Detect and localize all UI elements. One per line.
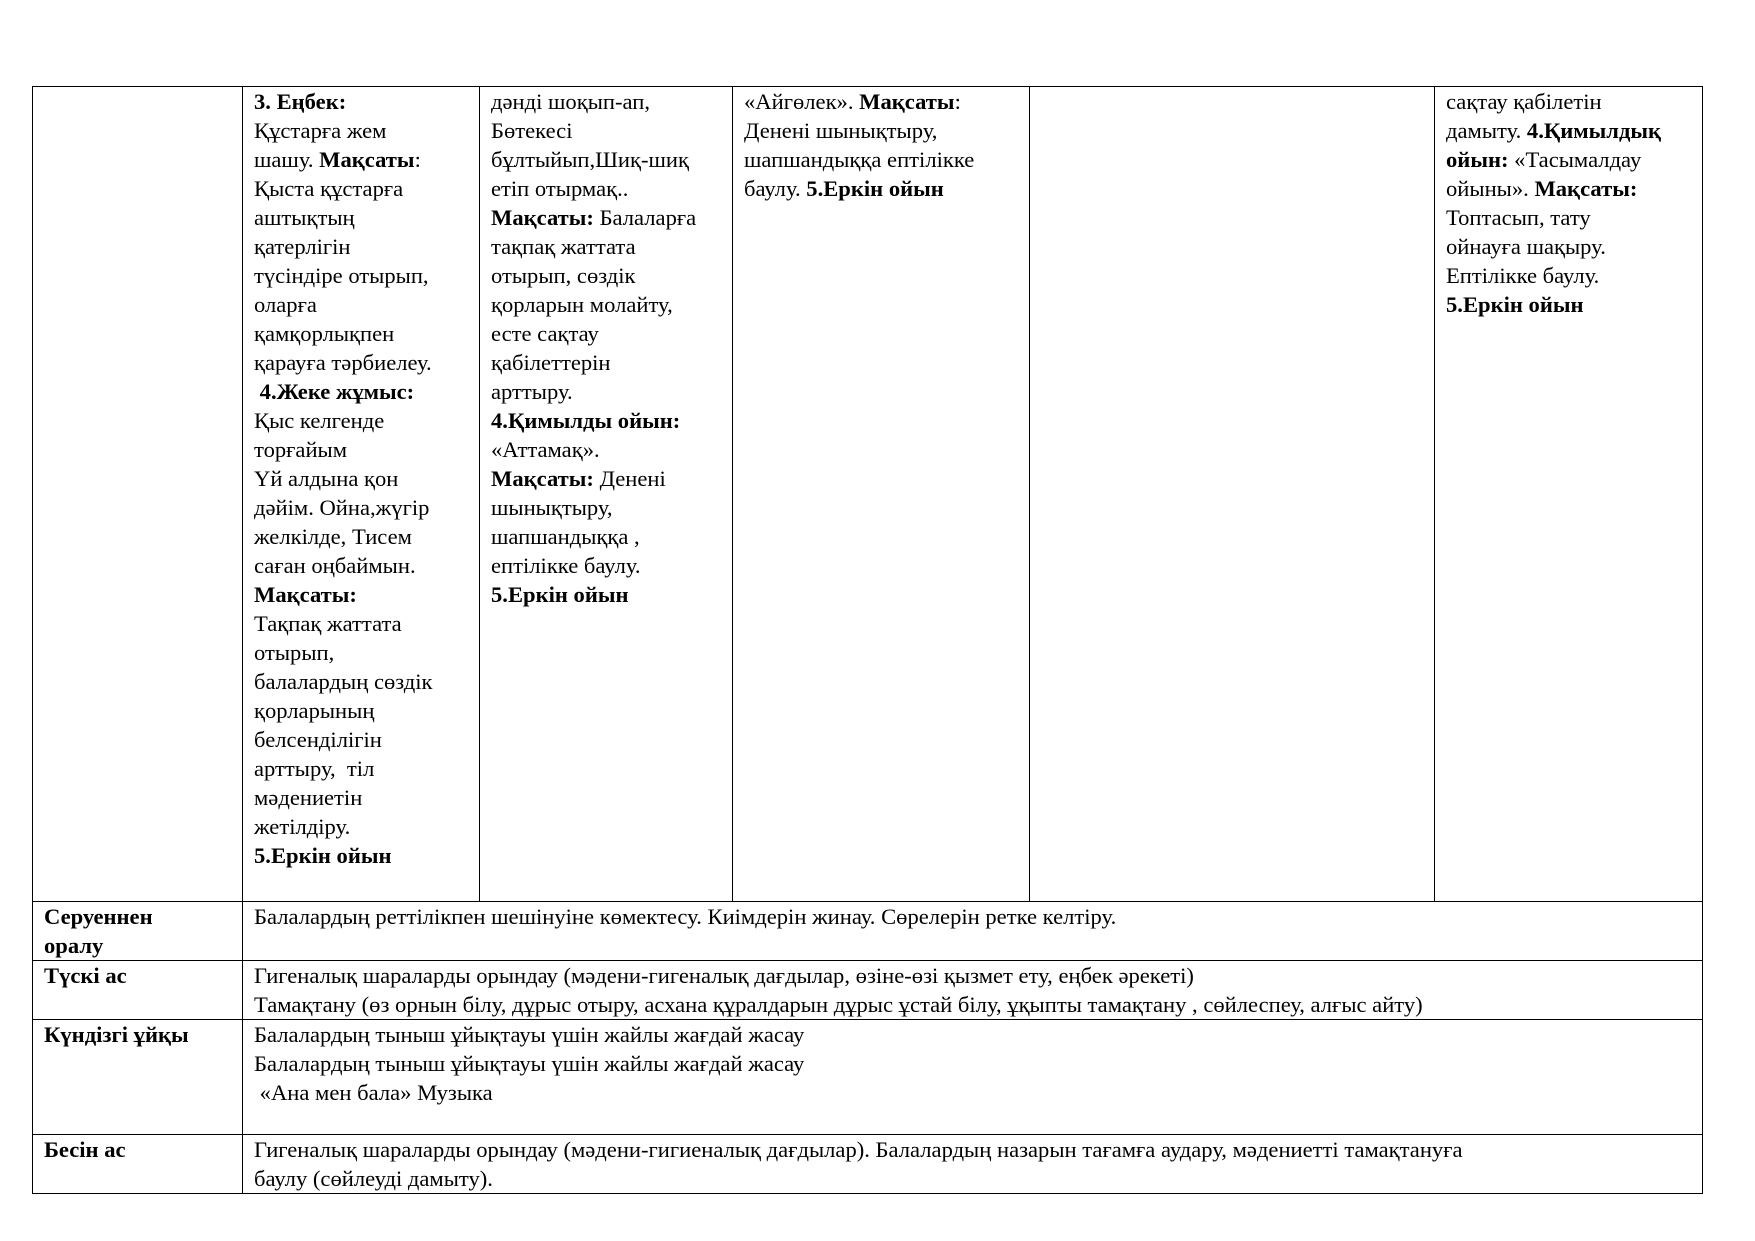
text-run: жетілдіру. [254, 814, 351, 839]
text-run: Қыс келгенде [254, 408, 385, 433]
bold-text-run: Мақсаты: [491, 205, 594, 230]
text-run: етіп отырмақ.. [491, 176, 629, 201]
table-row-afternoon-snack [33, 1135, 1703, 1194]
cell-text-line [491, 116, 721, 145]
cell-text-line [1446, 290, 1691, 319]
table-row-return-from-walk [33, 902, 1703, 961]
text-run: шынықтыру, [491, 495, 613, 520]
text-run: сақтау қабілетін [1446, 89, 1602, 114]
text-run: ойыны». [1446, 176, 1535, 201]
row-content [243, 902, 1703, 961]
text-run: отырып, сөздік [491, 263, 636, 288]
cell-text-line [254, 435, 468, 464]
cell-text-line [491, 261, 721, 290]
text-run: баулу. [744, 176, 807, 201]
table-row-nap [33, 1020, 1703, 1135]
cell-text-line [744, 145, 1018, 174]
text-run: «Тасымалдау [1508, 147, 1642, 172]
cell-text-line [1446, 145, 1691, 174]
row-label-line: Серуеннен [44, 904, 153, 929]
text-run: Ептілікке баулу. [1446, 263, 1600, 288]
text-run: қамқорлықпен [254, 321, 395, 346]
activity-cell-col5-empty [1030, 87, 1435, 902]
text-run: арттыру. [491, 379, 573, 404]
cell-text-line [254, 203, 468, 232]
text-run: Балаларға [593, 205, 697, 230]
text-run: Үй алдына қон [254, 466, 399, 491]
cell-text-line [491, 203, 721, 232]
text-run: Денені шынықтыру, [744, 118, 938, 143]
text-run: «Аттамақ». [491, 437, 600, 462]
cell-text-line [491, 145, 721, 174]
cell-text-line [491, 580, 721, 609]
cell-text-line [254, 348, 468, 377]
daily-plan-table [32, 86, 1703, 1194]
cell-text-line [491, 406, 721, 435]
text-run: : [414, 147, 421, 172]
cell-text-line [491, 522, 721, 551]
cell-text-line [254, 493, 468, 522]
cell-text-line [1446, 203, 1691, 232]
cell-text-line [254, 116, 468, 145]
row-content-line: Балалардың реттілікпен шешінуіне көмектесу. Киімдерін жинау. Сөрелерін ретке келтіру. [254, 904, 1117, 929]
bold-text-run: 5.Еркін ойын [806, 176, 944, 201]
cell-text-line [254, 87, 468, 116]
activity-cell-col2 [243, 87, 480, 902]
text-run: қорларының [254, 698, 375, 723]
cell-text-line [491, 464, 721, 493]
row-label-line: оралу [44, 933, 104, 958]
bold-text-run: 4.Қимылды ойын: [491, 408, 681, 433]
activity-row-label-cell [33, 87, 243, 902]
text-run: белсенділігін [254, 727, 382, 752]
cell-text-line [254, 174, 468, 203]
text-run: отырып, [254, 640, 335, 665]
text-run: аштықтың [254, 205, 355, 230]
text-run: тақпақ жаттата [491, 234, 636, 259]
bold-text-run: Мақсаты [319, 147, 415, 172]
text-run: Бөтекесі [491, 118, 573, 143]
bold-text-run: 5.Еркін ойын [1446, 292, 1584, 317]
text-run: түсіндіре отырып, [254, 263, 429, 288]
text-run: шапшандыққа , [491, 524, 640, 549]
cell-text-line [491, 551, 721, 580]
cell-text-line [491, 87, 721, 116]
text-run: қорларын молайту, [491, 292, 673, 317]
text-run: арттыру, тіл [254, 756, 375, 781]
cell-text-line [254, 290, 468, 319]
cell-text-line [491, 232, 721, 261]
text-run: есте сақтау [491, 321, 599, 346]
cell-text-line [254, 667, 468, 696]
cell-text-line [254, 696, 468, 725]
cell-text-line [744, 174, 1018, 203]
bold-text-run: Мақсаты: [254, 582, 357, 607]
text-run: : [954, 89, 961, 114]
row-label-line: Түскі ас [44, 963, 127, 988]
text-run: дәйім. Ойна,жүгір [254, 495, 430, 520]
activity-cell-col6 [1435, 87, 1703, 902]
cell-text-line [254, 580, 468, 609]
text-run: Қыста құстарға [254, 176, 404, 201]
cell-text-line [1446, 232, 1691, 261]
bold-text-run: Мақсаты: [1534, 176, 1638, 201]
text-run: қатерлігін [254, 234, 351, 259]
cell-text-line [254, 609, 468, 638]
text-run: желкілде, Тисем [254, 524, 412, 549]
text-run: шашу. [254, 147, 320, 172]
cell-text-line [254, 551, 468, 580]
cell-text-line [254, 841, 468, 870]
text-run: балалардың сөздік [254, 669, 433, 694]
text-run: Денені [593, 466, 666, 491]
bold-text-run: 4.Қимылдық [1526, 118, 1662, 143]
cell-text-line [254, 638, 468, 667]
cell-text-line [491, 435, 721, 464]
cell-text-line [254, 406, 468, 435]
text-run: ептілікке баулу. [491, 553, 641, 578]
text-run: «Айгөлек». [744, 89, 860, 114]
text-run: оларға [254, 292, 317, 317]
cell-text-line [744, 116, 1018, 145]
cell-text-line [491, 493, 721, 522]
row-content-line: Тамақтану (өз орнын білу, дұрыс отыру, асхана құралдарын дұрыс ұстай білу, ұқыпты тамақтану , сөйлеспеу, алғыс айту) [254, 992, 1423, 1017]
text-run: Құстарға жем [254, 118, 387, 143]
bold-text-run: 4.Жеке жұмыс: [254, 379, 415, 404]
row-content-line: баулу (сөйлеуді дамыту). [254, 1166, 493, 1191]
activity-cell-col3 [480, 87, 733, 902]
row-content-line: Балалардың тыныш ұйықтауы үшін жайлы жағдай жасау [254, 1022, 805, 1047]
text-run: саған оңбаймын. [254, 553, 416, 578]
cell-text-line [254, 783, 468, 812]
bold-text-run: Мақсаты: [491, 466, 594, 491]
text-run: Топтасып, тату [1446, 205, 1591, 230]
cell-text-line [254, 261, 468, 290]
cell-text-line [1446, 174, 1691, 203]
text-run: дәнді шоқып-ап, [491, 89, 650, 114]
cell-text-line [491, 377, 721, 406]
activity-cell-col4 [733, 87, 1030, 902]
row-content [243, 1020, 1703, 1135]
cell-text-line [1446, 116, 1691, 145]
row-content [243, 1135, 1703, 1194]
bold-text-run: 3. Еңбек: [254, 89, 347, 114]
cell-text-line [744, 87, 1018, 116]
text-run: дамыту. [1446, 118, 1527, 143]
text-run: Тақпақ жаттата [254, 611, 402, 636]
cell-text-line [491, 174, 721, 203]
bold-text-run: 5.Еркін ойын [254, 843, 392, 868]
cell-text-line [491, 290, 721, 319]
row-label [33, 961, 243, 1020]
row-content-line: Гигеналық шараларды орындау (мәдени-гигеналық дағдылар, өзіне-өзі қызмет ету, еңбек әрекеті) [254, 963, 1194, 988]
cell-text-line [254, 377, 468, 406]
cell-text-line [254, 464, 468, 493]
cell-text-line [1446, 87, 1691, 116]
text-run: ойнауға шақыру. [1446, 234, 1606, 259]
text-run: қарауға тәрбиелеу. [254, 350, 432, 375]
row-label-line: Бесін ас [44, 1137, 126, 1162]
text-run: торғайым [254, 437, 348, 462]
row-content-line: «Ана мен бала» Музыка [254, 1080, 493, 1105]
row-label-line: Күндізгі ұйқы [44, 1022, 189, 1047]
text-run: бұлтыйып,Шиқ-шиқ [491, 147, 689, 172]
cell-text-line [491, 319, 721, 348]
row-content-line: Балалардың тыныш ұйықтауы үшін жайлы жағдай жасау [254, 1051, 805, 1076]
cell-text-line [254, 522, 468, 551]
table-row-lunch [33, 961, 1703, 1020]
row-content-line: Гигеналық шараларды орындау (мәдени-гигиеналық дағдылар). Балалардың назарын тағамға аудару, мәдениетті тамақтануға [254, 1137, 1463, 1162]
bold-text-run: Мақсаты [859, 89, 955, 114]
text-run: қабілеттерін [491, 350, 611, 375]
cell-text-line [254, 319, 468, 348]
row-label [33, 1020, 243, 1135]
cell-text-line [254, 812, 468, 841]
row-label [33, 1135, 243, 1194]
cell-text-line [491, 348, 721, 377]
cell-text-line [254, 232, 468, 261]
cell-text-line [254, 754, 468, 783]
row-label [33, 902, 243, 961]
text-run: шапшандыққа ептілікке [744, 147, 975, 172]
bold-text-run: 5.Еркін ойын [491, 582, 629, 607]
cell-text-line [254, 145, 468, 174]
cell-text-line [254, 725, 468, 754]
text-run: мәдениетін [254, 785, 363, 810]
bold-text-run: ойын: [1446, 147, 1509, 172]
activity-row [33, 87, 1703, 902]
cell-text-line [1446, 261, 1691, 290]
row-content [243, 961, 1703, 1020]
